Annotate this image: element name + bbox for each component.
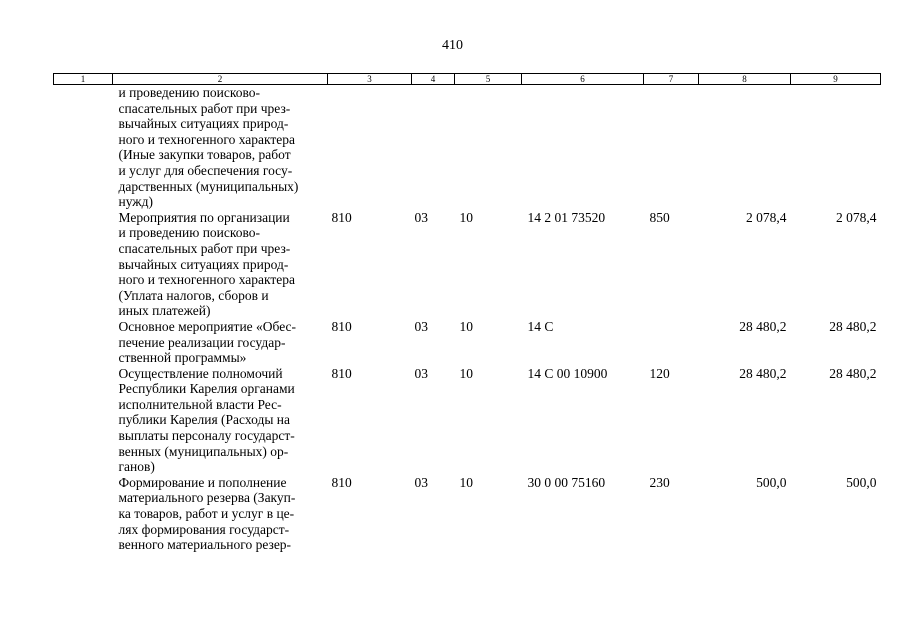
description-line: и проведению поисково-: [118, 225, 261, 241]
cell-c4: 03: [414, 318, 428, 334]
column-header: 8: [699, 74, 791, 85]
cell-c6: [522, 85, 644, 210]
column-header: 9: [791, 74, 881, 85]
description-line: выплаты персоналу государст-: [118, 428, 295, 444]
column-header: 1: [54, 74, 113, 85]
cell-c5: 10: [459, 318, 473, 334]
description-line: ного и техногенного характера: [118, 272, 296, 288]
cell-c7: [644, 319, 699, 366]
cell-c7: 120: [649, 365, 670, 381]
cell-c3: 810: [331, 474, 352, 490]
description-line: ного и техногенного характера: [118, 131, 296, 147]
cell-c7: [644, 85, 699, 210]
cell-amount-2: 500,0: [846, 474, 877, 490]
description-line: Основное мероприятие «Обес-: [118, 318, 297, 334]
description-line: Мероприятия по организации: [118, 209, 290, 225]
table-row: [54, 475, 881, 553]
table-row: [54, 319, 881, 366]
description-line: дарственных (муниципальных): [118, 178, 299, 194]
cell-amount-2: 2 078,4: [836, 209, 877, 225]
cell-description: [113, 366, 328, 475]
description-line: исполнительной власти Рес-: [118, 396, 282, 412]
budget-table: [53, 73, 881, 553]
column-header: 6: [522, 74, 644, 85]
table-row: [54, 210, 881, 319]
cell-amount-1: 28 480,2: [739, 318, 787, 334]
cell-c4: 03: [414, 474, 428, 490]
cell-c3: 810: [331, 209, 352, 225]
cell-c4: [412, 85, 455, 210]
column-header: 4: [412, 74, 455, 85]
cell-description: [113, 319, 328, 366]
cell-c6: 30 0 00 75160: [527, 474, 606, 490]
description-line: публики Карелия (Расходы на: [118, 412, 290, 428]
column-number-header: [54, 74, 881, 85]
cell-col1: [54, 210, 113, 319]
description-line: Республики Карелия органами: [118, 381, 295, 397]
cell-c7: 850: [649, 209, 670, 225]
description-line: нужд): [118, 194, 153, 210]
cell-description: [113, 210, 328, 319]
table-row: [54, 366, 881, 475]
description-line: спасательных работ при чрез-: [118, 240, 291, 256]
description-line: (Уплата налогов, сборов и: [118, 287, 269, 303]
cell-c4: 03: [414, 209, 428, 225]
cell-c3: [328, 85, 412, 210]
description-line: ганов): [118, 459, 155, 475]
cell-amount-1: 500,0: [756, 474, 787, 490]
cell-c3: 810: [331, 365, 352, 381]
cell-c6: 14 С: [527, 318, 554, 334]
column-header: 5: [455, 74, 522, 85]
description-line: вычайных ситуациях природ-: [118, 116, 289, 132]
description-line: Формирование и пополнение: [118, 474, 287, 490]
description-line: ка товаров, работ и услуг в це-: [118, 506, 295, 522]
description-line: лях формирования государст-: [118, 521, 290, 537]
cell-amount-2: 28 480,2: [829, 365, 877, 381]
cell-amount-2: 28 480,2: [829, 318, 877, 334]
description-line: вычайных ситуациях природ-: [118, 256, 289, 272]
cell-col1: [54, 366, 113, 475]
description-line: спасательных работ при чрез-: [118, 100, 291, 116]
description-line: венного материального резер-: [118, 537, 292, 553]
description-line: ственной программы»: [118, 350, 247, 366]
cell-col1: [54, 319, 113, 366]
table-row: [54, 85, 881, 210]
cell-description: [113, 85, 328, 210]
cell-c5: 10: [459, 365, 473, 381]
cell-amount-2: [791, 85, 881, 210]
cell-c4: 03: [414, 365, 428, 381]
description-line: и проведению поисково-: [118, 85, 261, 100]
cell-c6: 14 С 00 10900: [527, 365, 608, 381]
cell-c3: 810: [331, 318, 352, 334]
description-line: венных (муниципальных) ор-: [118, 443, 289, 459]
page-number: 410: [442, 38, 463, 53]
cell-c5: [455, 85, 522, 210]
description-line: иных платежей): [118, 303, 211, 319]
cell-amount-1: 28 480,2: [739, 365, 787, 381]
cell-amount-1: 2 078,4: [746, 209, 787, 225]
column-header: 2: [113, 74, 328, 85]
cell-col1: [54, 475, 113, 553]
cell-c5: 10: [459, 474, 473, 490]
cell-c7: 230: [649, 474, 670, 490]
cell-c6: 14 2 01 73520: [527, 209, 606, 225]
column-header: 3: [328, 74, 412, 85]
cell-c5: 10: [459, 209, 473, 225]
description-line: печение реализации государ-: [118, 334, 286, 350]
description-line: и услуг для обеспечения госу-: [118, 162, 293, 178]
description-line: материального резерва (Закуп-: [118, 490, 296, 506]
description-line: (Иные закупки товаров, работ: [118, 147, 291, 163]
cell-col1: [54, 85, 113, 210]
column-header: 7: [644, 74, 699, 85]
description-line: Осуществление полномочий: [118, 365, 283, 381]
cell-amount-1: [699, 85, 791, 210]
cell-description: [113, 475, 328, 553]
